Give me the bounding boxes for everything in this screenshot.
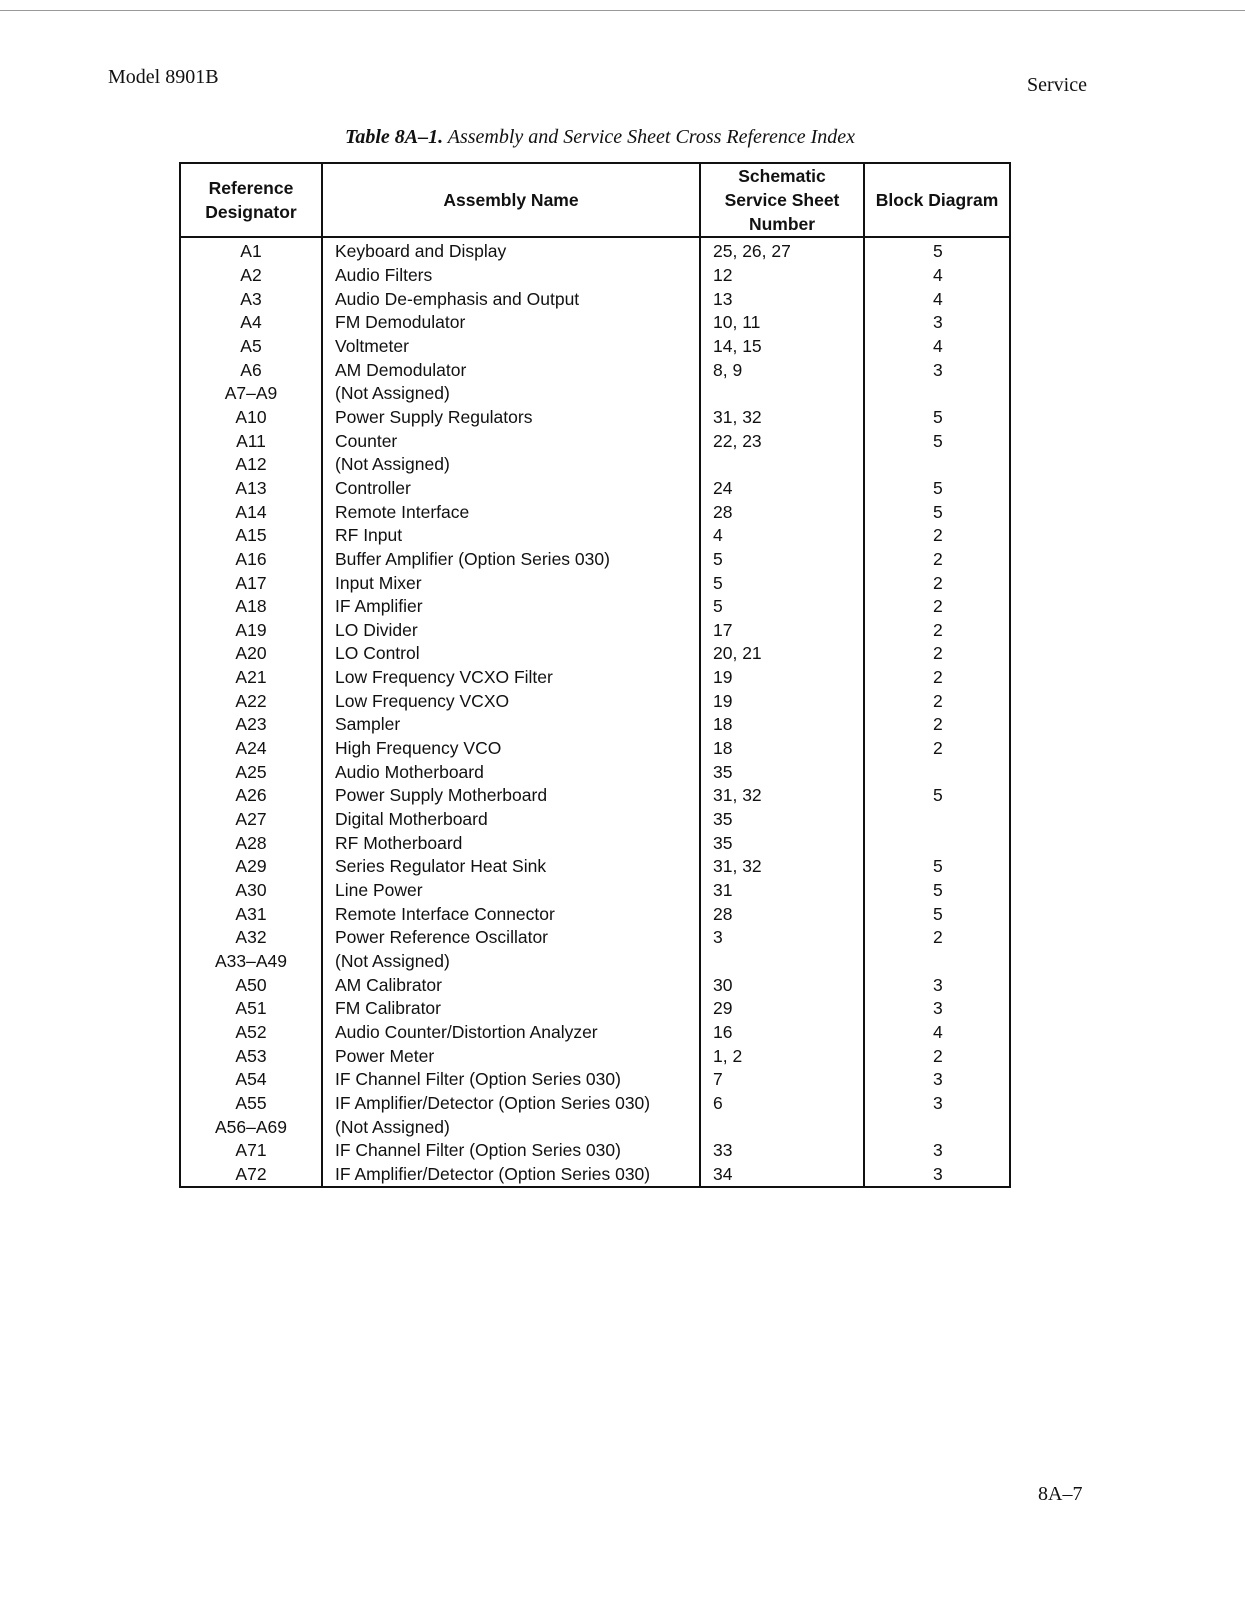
cell-service-sheet: 31, 32: [700, 855, 864, 879]
cell-assembly-name: Audio Motherboard: [322, 760, 700, 784]
table-row: [180, 831, 1010, 855]
cell-assembly-name: (Not Assigned): [322, 950, 700, 974]
cell-reference-designator: A19: [180, 619, 322, 643]
cell-assembly-name: Controller: [322, 477, 700, 501]
cell-reference-designator: A26: [180, 784, 322, 808]
cross-reference-table-wrap: [179, 162, 1009, 1188]
cell-service-sheet: 3: [700, 926, 864, 950]
cell-block-diagram: 3: [864, 973, 1010, 997]
cell-reference-designator: A27: [180, 808, 322, 832]
cross-reference-table: [179, 162, 1011, 1188]
cell-service-sheet: 24: [700, 477, 864, 501]
table-row: [180, 477, 1010, 501]
cell-service-sheet: 20, 21: [700, 642, 864, 666]
table-row: [180, 358, 1010, 382]
cell-assembly-name: IF Amplifier/Detector (Option Series 030): [322, 1163, 700, 1188]
table-row: [180, 429, 1010, 453]
cell-service-sheet: 5: [700, 548, 864, 572]
cell-block-diagram: [864, 950, 1010, 974]
cell-block-diagram: 2: [864, 548, 1010, 572]
table-row: [180, 808, 1010, 832]
cell-block-diagram: 5: [864, 784, 1010, 808]
cell-reference-designator: A17: [180, 571, 322, 595]
cell-block-diagram: 5: [864, 477, 1010, 501]
cell-service-sheet: 5: [700, 571, 864, 595]
table-row: [180, 335, 1010, 359]
cell-service-sheet: 14, 15: [700, 335, 864, 359]
table-row: [180, 453, 1010, 477]
cell-reference-designator: A33–A49: [180, 950, 322, 974]
cell-service-sheet: 31, 32: [700, 784, 864, 808]
cell-service-sheet: 22, 23: [700, 429, 864, 453]
cell-service-sheet: 5: [700, 595, 864, 619]
cell-reference-designator: A24: [180, 737, 322, 761]
cell-block-diagram: 4: [864, 287, 1010, 311]
cell-reference-designator: A4: [180, 311, 322, 335]
cell-service-sheet: 35: [700, 831, 864, 855]
column-header-assembly-name: Assembly Name: [322, 163, 700, 237]
cell-reference-designator: A5: [180, 335, 322, 359]
table-caption-title: Assembly and Service Sheet Cross Reference Index: [447, 126, 856, 148]
cell-assembly-name: FM Calibrator: [322, 997, 700, 1021]
cell-block-diagram: 3: [864, 1092, 1010, 1116]
cell-reference-designator: A50: [180, 973, 322, 997]
cell-reference-designator: A6: [180, 358, 322, 382]
table-row: [180, 500, 1010, 524]
cell-reference-designator: A25: [180, 760, 322, 784]
top-rule: [0, 10, 1245, 11]
cell-assembly-name: RF Input: [322, 524, 700, 548]
cell-block-diagram: 2: [864, 689, 1010, 713]
cell-service-sheet: 33: [700, 1139, 864, 1163]
table-row: [180, 997, 1010, 1021]
cell-reference-designator: A29: [180, 855, 322, 879]
cell-reference-designator: A13: [180, 477, 322, 501]
cell-service-sheet: 30: [700, 973, 864, 997]
table-row: [180, 595, 1010, 619]
cell-service-sheet: 19: [700, 666, 864, 690]
cell-assembly-name: IF Amplifier/Detector (Option Series 030): [322, 1092, 700, 1116]
cell-assembly-name: Power Supply Motherboard: [322, 784, 700, 808]
cell-service-sheet: [700, 382, 864, 406]
cell-assembly-name: Power Meter: [322, 1044, 700, 1068]
cell-block-diagram: 4: [864, 264, 1010, 288]
cell-reference-designator: A16: [180, 548, 322, 572]
cell-reference-designator: A32: [180, 926, 322, 950]
cell-assembly-name: Audio De-emphasis and Output: [322, 287, 700, 311]
table-row: [180, 666, 1010, 690]
table-row: [180, 973, 1010, 997]
cell-block-diagram: 2: [864, 713, 1010, 737]
cell-service-sheet: 6: [700, 1092, 864, 1116]
cell-service-sheet: 19: [700, 689, 864, 713]
table-row: [180, 1139, 1010, 1163]
cell-reference-designator: A55: [180, 1092, 322, 1116]
cell-assembly-name: Power Reference Oscillator: [322, 926, 700, 950]
cell-block-diagram: 3: [864, 311, 1010, 335]
cell-assembly-name: Digital Motherboard: [322, 808, 700, 832]
cell-block-diagram: [864, 453, 1010, 477]
cell-block-diagram: 5: [864, 855, 1010, 879]
table-row: [180, 737, 1010, 761]
table-row: [180, 1068, 1010, 1092]
cell-assembly-name: AM Demodulator: [322, 358, 700, 382]
cell-block-diagram: 3: [864, 1163, 1010, 1188]
table-row: [180, 713, 1010, 737]
column-header-block-diagram: Block Diagram: [864, 163, 1010, 237]
cell-reference-designator: A2: [180, 264, 322, 288]
table-row: [180, 264, 1010, 288]
cell-assembly-name: Sampler: [322, 713, 700, 737]
cell-block-diagram: 2: [864, 737, 1010, 761]
cell-block-diagram: 5: [864, 500, 1010, 524]
cell-assembly-name: Counter: [322, 429, 700, 453]
cell-assembly-name: Low Frequency VCXO Filter: [322, 666, 700, 690]
cell-assembly-name: Keyboard and Display: [322, 237, 700, 264]
cell-reference-designator: A7–A9: [180, 382, 322, 406]
cell-assembly-name: Buffer Amplifier (Option Series 030): [322, 548, 700, 572]
cell-block-diagram: 5: [864, 879, 1010, 903]
table-row: [180, 287, 1010, 311]
cell-reference-designator: A15: [180, 524, 322, 548]
cell-block-diagram: [864, 760, 1010, 784]
table-row: [180, 1021, 1010, 1045]
cell-service-sheet: 18: [700, 737, 864, 761]
cell-assembly-name: AM Calibrator: [322, 973, 700, 997]
cell-service-sheet: 13: [700, 287, 864, 311]
cell-block-diagram: 2: [864, 524, 1010, 548]
cell-service-sheet: [700, 1115, 864, 1139]
table-row: [180, 1115, 1010, 1139]
table-row: [180, 784, 1010, 808]
cell-reference-designator: A52: [180, 1021, 322, 1045]
cell-reference-designator: A54: [180, 1068, 322, 1092]
header-model: Model 8901B: [108, 66, 219, 88]
table-row: [180, 406, 1010, 430]
table-row: [180, 760, 1010, 784]
table-row: [180, 902, 1010, 926]
cell-block-diagram: 2: [864, 926, 1010, 950]
cell-assembly-name: LO Divider: [322, 619, 700, 643]
table-body: [180, 237, 1010, 1187]
cell-service-sheet: 7: [700, 1068, 864, 1092]
cell-block-diagram: 2: [864, 595, 1010, 619]
cell-assembly-name: Low Frequency VCXO: [322, 689, 700, 713]
table-row: [180, 237, 1010, 264]
table-row: [180, 689, 1010, 713]
cell-service-sheet: [700, 453, 864, 477]
cell-reference-designator: A10: [180, 406, 322, 430]
table-row: [180, 571, 1010, 595]
table-row: [180, 1163, 1010, 1188]
cell-service-sheet: 12: [700, 264, 864, 288]
cell-assembly-name: (Not Assigned): [322, 453, 700, 477]
cell-assembly-name: Remote Interface: [322, 500, 700, 524]
cell-reference-designator: A31: [180, 902, 322, 926]
cell-reference-designator: A18: [180, 595, 322, 619]
cell-service-sheet: 16: [700, 1021, 864, 1045]
table-row: [180, 382, 1010, 406]
cell-service-sheet: 18: [700, 713, 864, 737]
cell-block-diagram: 3: [864, 1139, 1010, 1163]
cell-reference-designator: A23: [180, 713, 322, 737]
cell-service-sheet: 34: [700, 1163, 864, 1188]
table-row: [180, 642, 1010, 666]
cell-reference-designator: A20: [180, 642, 322, 666]
cell-assembly-name: Input Mixer: [322, 571, 700, 595]
cell-service-sheet: 31: [700, 879, 864, 903]
cell-block-diagram: 5: [864, 237, 1010, 264]
cell-reference-designator: A30: [180, 879, 322, 903]
table-caption-number: Table 8A–1.: [344, 126, 444, 148]
cell-block-diagram: 2: [864, 571, 1010, 595]
cell-reference-designator: A51: [180, 997, 322, 1021]
table-row: [180, 926, 1010, 950]
cell-assembly-name: Audio Filters: [322, 264, 700, 288]
table-row: [180, 950, 1010, 974]
cell-reference-designator: A21: [180, 666, 322, 690]
table-header-row: [180, 163, 1010, 237]
table-row: [180, 1044, 1010, 1068]
cell-block-diagram: 5: [864, 429, 1010, 453]
table-row: [180, 524, 1010, 548]
cell-assembly-name: IF Channel Filter (Option Series 030): [322, 1139, 700, 1163]
cell-assembly-name: RF Motherboard: [322, 831, 700, 855]
cell-block-diagram: 2: [864, 619, 1010, 643]
cell-reference-designator: A72: [180, 1163, 322, 1188]
cell-assembly-name: Voltmeter: [322, 335, 700, 359]
cell-block-diagram: [864, 382, 1010, 406]
cell-service-sheet: 25, 26, 27: [700, 237, 864, 264]
cell-assembly-name: (Not Assigned): [322, 1115, 700, 1139]
column-header-reference-designator: Reference Designator: [180, 163, 322, 237]
cell-block-diagram: 5: [864, 902, 1010, 926]
cell-reference-designator: A22: [180, 689, 322, 713]
cell-service-sheet: 17: [700, 619, 864, 643]
cell-service-sheet: 10, 11: [700, 311, 864, 335]
cell-service-sheet: 29: [700, 997, 864, 1021]
table-caption: [180, 126, 1020, 149]
cell-block-diagram: 2: [864, 666, 1010, 690]
cell-assembly-name: Audio Counter/Distortion Analyzer: [322, 1021, 700, 1045]
cell-block-diagram: 5: [864, 406, 1010, 430]
cell-block-diagram: 2: [864, 642, 1010, 666]
cell-reference-designator: A14: [180, 500, 322, 524]
cell-assembly-name: IF Channel Filter (Option Series 030): [322, 1068, 700, 1092]
table-row: [180, 855, 1010, 879]
table-row: [180, 1092, 1010, 1116]
cell-reference-designator: A28: [180, 831, 322, 855]
cell-reference-designator: A56–A69: [180, 1115, 322, 1139]
cell-assembly-name: Power Supply Regulators: [322, 406, 700, 430]
cell-assembly-name: IF Amplifier: [322, 595, 700, 619]
cell-block-diagram: 3: [864, 358, 1010, 382]
cell-block-diagram: 4: [864, 335, 1010, 359]
cell-service-sheet: 8, 9: [700, 358, 864, 382]
table-row: [180, 548, 1010, 572]
cell-block-diagram: [864, 831, 1010, 855]
cell-assembly-name: (Not Assigned): [322, 382, 700, 406]
cell-service-sheet: 28: [700, 902, 864, 926]
cell-reference-designator: A1: [180, 237, 322, 264]
cell-assembly-name: Series Regulator Heat Sink: [322, 855, 700, 879]
column-header-service-sheet: Schematic Service Sheet Number: [700, 163, 864, 237]
cell-block-diagram: 2: [864, 1044, 1010, 1068]
cell-assembly-name: LO Control: [322, 642, 700, 666]
cell-block-diagram: 3: [864, 1068, 1010, 1092]
cell-reference-designator: A12: [180, 453, 322, 477]
cell-reference-designator: A71: [180, 1139, 322, 1163]
cell-assembly-name: Remote Interface Connector: [322, 902, 700, 926]
table-row: [180, 879, 1010, 903]
cell-assembly-name: Line Power: [322, 879, 700, 903]
cell-block-diagram: [864, 808, 1010, 832]
cell-block-diagram: 4: [864, 1021, 1010, 1045]
cell-service-sheet: 4: [700, 524, 864, 548]
table-row: [180, 619, 1010, 643]
header-section: Service: [1027, 74, 1087, 96]
cell-service-sheet: 1, 2: [700, 1044, 864, 1068]
cell-assembly-name: FM Demodulator: [322, 311, 700, 335]
cell-service-sheet: 28: [700, 500, 864, 524]
page-number: 8A–7: [1038, 1483, 1083, 1505]
cell-service-sheet: 31, 32: [700, 406, 864, 430]
cell-assembly-name: High Frequency VCO: [322, 737, 700, 761]
cell-service-sheet: 35: [700, 760, 864, 784]
cell-service-sheet: [700, 950, 864, 974]
cell-reference-designator: A53: [180, 1044, 322, 1068]
cell-reference-designator: A3: [180, 287, 322, 311]
cell-service-sheet: 35: [700, 808, 864, 832]
table-row: [180, 311, 1010, 335]
cell-reference-designator: A11: [180, 429, 322, 453]
cell-block-diagram: 3: [864, 997, 1010, 1021]
cell-block-diagram: [864, 1115, 1010, 1139]
